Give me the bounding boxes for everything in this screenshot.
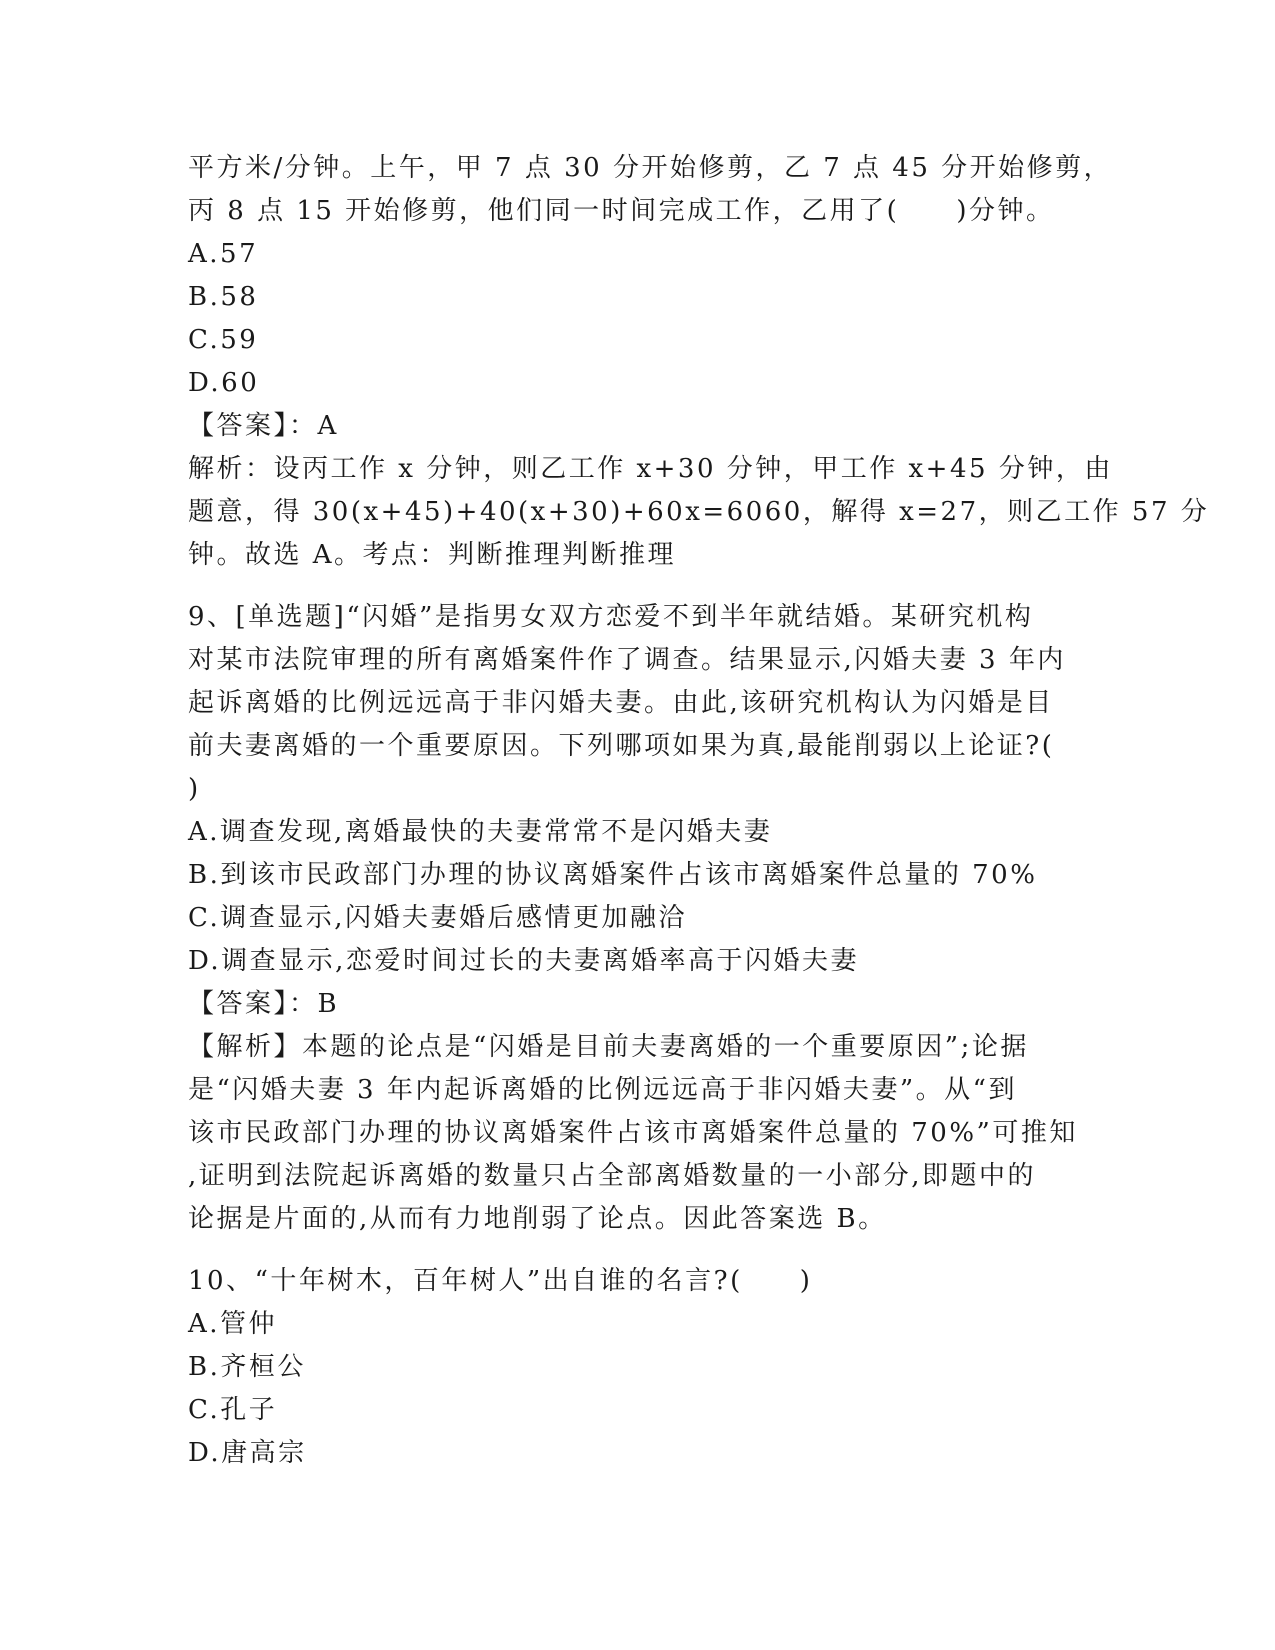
question-10 — [188, 1260, 1088, 1475]
option-b: B.齐桓公 — [188, 1352, 306, 1382]
question-stem-line: 对某市法院审理的所有离婚案件作了调查。结果显示,闪婚夫妻 3 年内 — [188, 645, 1066, 675]
question-9 — [188, 596, 1088, 1241]
option-d: D.唐高宗 — [188, 1438, 307, 1468]
document-page — [188, 147, 1210, 1475]
analysis-line: 题意，得 30(x+45)+40(x+30)+60x=6060，解得 x=27，则乙工作 57 分 — [188, 497, 1210, 527]
question-stem-line: 平方米/分钟。上午，甲 7 点 30 分开始修剪，乙 7 点 45 分开始修剪， — [188, 153, 1113, 183]
spacer — [188, 1241, 1088, 1260]
option-a: A.调查发现,离婚最快的夫妻常常不是闪婚夫妻 — [188, 817, 773, 847]
option-d: D.60 — [188, 368, 260, 398]
analysis-line: 解析：设丙工作 x 分钟，则乙工作 x+30 分钟，甲工作 x+45 分钟，由 — [188, 454, 1113, 484]
question-stem-line: 9、[单选题]“闪婚”是指男女双方恋爱不到半年就结婚。某研究机构 — [188, 602, 1034, 632]
option-c: C.孔子 — [188, 1395, 278, 1425]
option-a: A.管仲 — [188, 1309, 278, 1339]
question-8 — [188, 147, 1210, 577]
option-b: B.到该市民政部门办理的协议离婚案件占该市离婚案件总量的 70% — [188, 860, 1038, 890]
analysis-line: 钟。故选 A。考点：判断推理判断推理 — [188, 540, 677, 570]
question-stem-line: ) — [188, 774, 201, 804]
option-c: C.59 — [188, 325, 259, 355]
question-stem-line: 丙 8 点 15 开始修剪，他们同一时间完成工作，乙用了( )分钟。 — [188, 196, 1055, 226]
spacer — [188, 577, 1088, 596]
question-stem-line: 起诉离婚的比例远远高于非闪婚夫妻。由此,该研究机构认为闪婚是目 — [188, 688, 1054, 718]
option-b: B.58 — [188, 282, 259, 312]
analysis-line: ,证明到法院起诉离婚的数量只占全部离婚数量的一小部分,即题中的 — [188, 1161, 1037, 1191]
analysis-line: 是“闪婚夫妻 3 年内起诉离婚的比例远远高于非闪婚夫妻”。从“到 — [188, 1075, 1017, 1105]
option-a: A.57 — [188, 239, 259, 269]
answer-line: 【答案】：A — [188, 411, 339, 441]
option-d: D.调查显示,恋爱时间过长的夫妻离婚率高于闪婚夫妻 — [188, 946, 859, 976]
analysis-line: 【解析】本题的论点是“闪婚是目前夫妻离婚的一个重要原因”;论据 — [188, 1032, 1029, 1062]
option-c: C.调查显示,闪婚夫妻婚后感情更加融洽 — [188, 903, 687, 933]
analysis-line: 该市民政部门办理的协议离婚案件占该市离婚案件总量的 70%”可推知 — [188, 1118, 1078, 1148]
question-stem-line: 10、“十年树木，百年树人”出自谁的名言?( ) — [188, 1266, 813, 1296]
analysis-line: 论据是片面的,从而有力地削弱了论点。因此答案选 B。 — [188, 1204, 887, 1234]
question-stem-line: 前夫妻离婚的一个重要原因。下列哪项如果为真,最能削弱以上论证?( — [188, 731, 1055, 761]
answer-line: 【答案】：B — [188, 989, 340, 1019]
